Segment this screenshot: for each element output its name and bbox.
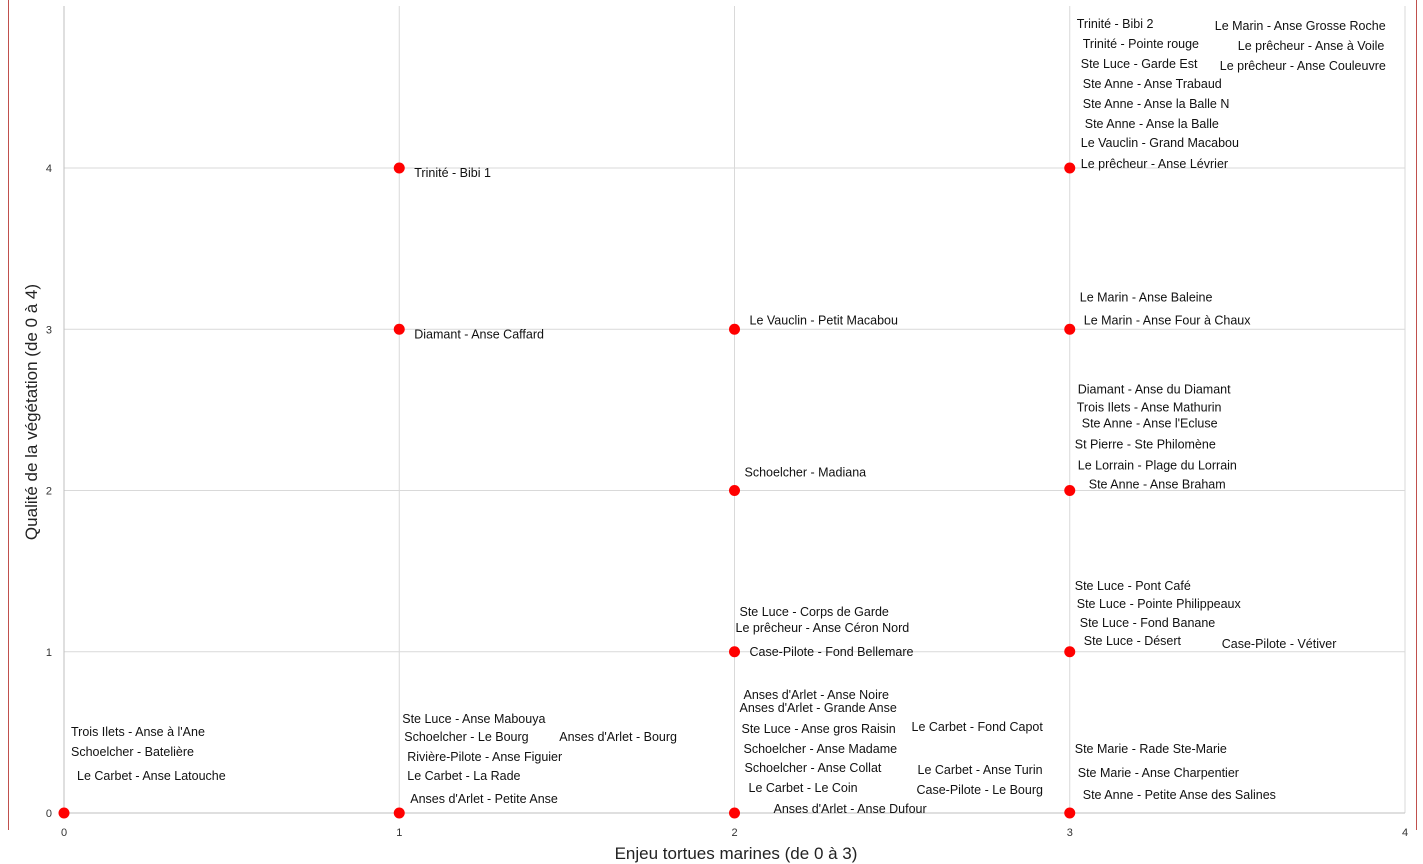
data-label: Le prêcheur - Anse Lévrier — [1080, 157, 1229, 171]
data-label: Ste Luce - Anse Mabouya — [402, 712, 546, 726]
data-label: Le Carbet - La Rade — [407, 769, 521, 783]
data-label: Anses d'Arlet - Bourg — [559, 730, 677, 744]
data-label: Schoelcher - Anse Madame — [743, 742, 898, 756]
data-label: Ste Anne - Petite Anse des Salines — [1082, 788, 1276, 802]
data-label: Ste Luce - Pont Café — [1074, 578, 1191, 593]
point-labels — [71, 17, 1386, 816]
data-label: Anses d'Arlet - Petite Anse — [410, 792, 558, 806]
data-label: Case-Pilote - Vétiver — [1221, 636, 1337, 651]
data-label: Schoelcher - Le Bourg — [404, 730, 529, 744]
y-tick-label: 2 — [45, 485, 52, 498]
data-label: Diamant - Anse du Diamant — [1077, 382, 1231, 397]
data-label: Trinité - Bibi 1 — [414, 166, 491, 180]
y-tick-label: 0 — [45, 808, 52, 820]
tick-labels — [46, 163, 1408, 839]
data-label: Anses d'Arlet - Anse Noire — [743, 688, 890, 702]
x-tick-label: 2 — [731, 827, 738, 839]
data-point — [1064, 163, 1075, 174]
data-label: Ste Anne - Anse l'Ecluse — [1081, 416, 1218, 431]
x-tick-label: 1 — [396, 827, 403, 839]
data-label: Le Carbet - Fond Capot — [911, 720, 1043, 734]
data-label: Le Vauclin - Petit Macabou — [749, 313, 898, 328]
data-point — [729, 808, 740, 819]
data-label: Schoelcher - Anse Collat — [744, 761, 882, 775]
data-label: Case-Pilote - Le Bourg — [916, 783, 1043, 797]
data-label: Anses d'Arlet - Grande Anse — [739, 701, 897, 715]
data-point — [729, 485, 740, 496]
data-point — [729, 324, 740, 335]
x-tick-label: 4 — [1401, 827, 1409, 839]
data-point — [394, 324, 405, 335]
data-label: Le prêcheur - Anse à Voile — [1237, 39, 1385, 53]
data-label: Le Carbet - Le Coin — [748, 781, 858, 795]
data-label: Ste Marie - Anse Charpentier — [1077, 766, 1239, 780]
data-point — [394, 163, 405, 174]
y-axis-title: Qualité de la végétation (de 0 à 4) — [22, 283, 41, 541]
data-label: Ste Marie - Rade Ste-Marie — [1074, 742, 1227, 756]
data-label: Le prêcheur - Anse Couleuvre — [1219, 59, 1386, 73]
x-axis-title: Enjeu tortues marines (de 0 à 3) — [614, 844, 858, 863]
data-label: Ste Luce - Anse gros Raisin — [741, 722, 896, 736]
data-point — [394, 808, 405, 819]
data-label: Le Vauclin - Grand Macabou — [1080, 136, 1239, 150]
data-label: Le Carbet - Anse Latouche — [77, 769, 226, 783]
data-label: Ste Anne - Anse Braham — [1088, 477, 1226, 492]
data-label: Trois Ilets - Anse Mathurin — [1076, 400, 1222, 415]
data-label: Le Marin - Anse Four à Chaux — [1083, 313, 1251, 328]
y-tick-label: 4 — [45, 163, 52, 175]
data-label: St Pierre - Ste Philomène — [1074, 437, 1216, 452]
data-label: Ste Luce - Corps de Garde — [739, 604, 889, 619]
data-point — [1064, 324, 1075, 335]
data-label: Trois Ilets - Anse à l'Ane — [71, 725, 205, 739]
data-label: Schoelcher - Madiana — [744, 465, 867, 480]
data-label: Le Marin - Anse Baleine — [1079, 290, 1213, 305]
data-point — [1064, 485, 1075, 496]
data-label: Le Carbet - Anse Turin — [917, 763, 1043, 777]
data-label: Le Lorrain - Plage du Lorrain — [1077, 458, 1237, 473]
x-tick-label: 3 — [1066, 827, 1073, 839]
data-label: Ste Luce - Désert — [1083, 633, 1182, 648]
data-label: Ste Anne - Anse la Balle — [1084, 117, 1219, 131]
data-label: Ste Luce - Pointe Philippeaux — [1076, 596, 1241, 611]
data-label: Ste Anne - Anse la Balle N — [1082, 97, 1230, 111]
data-label: Trinité - Pointe rouge — [1082, 37, 1200, 51]
data-point — [59, 808, 70, 819]
y-tick-label: 3 — [45, 324, 52, 337]
data-label: Diamant - Anse Caffard — [414, 327, 544, 342]
data-point — [1064, 808, 1075, 819]
data-label: Rivière-Pilote - Anse Figuier — [407, 750, 563, 764]
data-label: Le Marin - Anse Grosse Roche — [1214, 19, 1386, 33]
data-label: Ste Luce - Fond Banane — [1079, 615, 1216, 630]
data-label: Ste Anne - Anse Trabaud — [1082, 77, 1222, 91]
data-label: Trinité - Bibi 2 — [1076, 17, 1154, 31]
data-label: Anses d'Arlet - Anse Dufour — [773, 802, 927, 816]
data-point — [729, 646, 740, 657]
y-tick-label: 1 — [45, 646, 52, 659]
x-tick-label: 0 — [60, 827, 68, 839]
data-label: Case-Pilote - Fond Bellemare — [749, 644, 914, 659]
data-label: Schoelcher - Batelière — [71, 745, 194, 759]
data-label: Ste Luce - Garde Est — [1080, 57, 1198, 71]
data-label: Le prêcheur - Anse Céron Nord — [735, 620, 910, 635]
data-point — [1064, 646, 1075, 657]
